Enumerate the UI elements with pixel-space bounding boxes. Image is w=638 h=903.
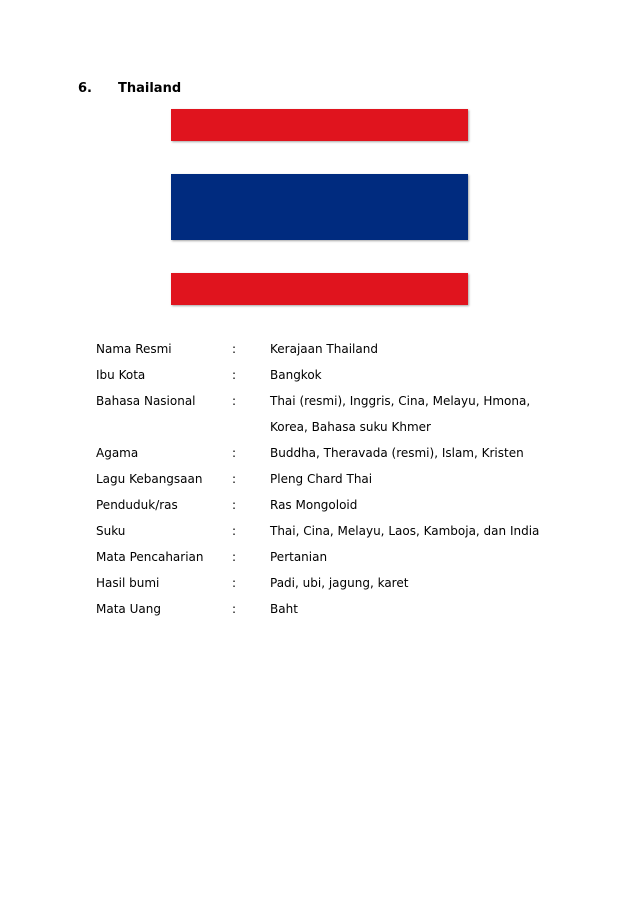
info-label: Bahasa Nasional [96,394,196,408]
info-colon: : [232,550,237,564]
info-value: Thai (resmi), Inggris, Cina, Melayu, Hmona, Korea, Bahasa suku Khmer [270,394,531,434]
info-label: Penduduk/ras [96,498,178,512]
flag-stripe-middle-blue [171,174,468,240]
info-label: Ibu Kota [96,368,146,382]
info-colon: : [232,602,237,616]
info-value: Padi, ubi, jagung, karet [270,576,409,590]
info-row [96,336,616,362]
info-row [96,388,616,440]
info-value: Pertanian [270,550,328,564]
info-row [96,440,616,466]
info-label: Nama Resmi [96,342,172,356]
info-colon: : [232,498,237,512]
info-label: Mata Pencaharian [96,550,204,564]
info-label: Hasil bumi [96,576,160,590]
info-value: Ras Mongoloid [270,498,358,512]
info-value: Thai, Cina, Melayu, Laos, Kamboja, dan India [270,524,540,538]
info-value: Baht [270,602,298,616]
info-value: Buddha, Theravada (resmi), Islam, Kristen [270,446,524,460]
flag-stripe-top-red [171,109,468,141]
section-number: 6. [78,81,92,96]
section-title: Thailand [118,81,182,96]
info-row [96,362,616,388]
info-row [96,492,616,518]
info-row [96,466,616,492]
info-label: Agama [96,446,139,460]
info-colon: : [232,446,237,460]
info-row [96,544,616,570]
country-info-list [96,336,616,622]
info-colon: : [232,368,237,382]
info-colon: : [232,524,237,538]
section-heading [78,80,181,98]
info-row [96,596,616,622]
info-value: Bangkok [270,368,322,382]
info-row [96,570,616,596]
info-value: Pleng Chard Thai [270,472,373,486]
info-colon: : [232,576,237,590]
info-label: Lagu Kebangsaan [96,472,203,486]
info-label: Mata Uang [96,602,161,616]
info-row [96,518,616,544]
info-value: Kerajaan Thailand [270,342,378,356]
info-colon: : [232,394,237,408]
flag-stripe-bottom-red [171,273,468,305]
info-label: Suku [96,524,126,538]
info-colon: : [232,472,237,486]
info-colon: : [232,342,237,356]
